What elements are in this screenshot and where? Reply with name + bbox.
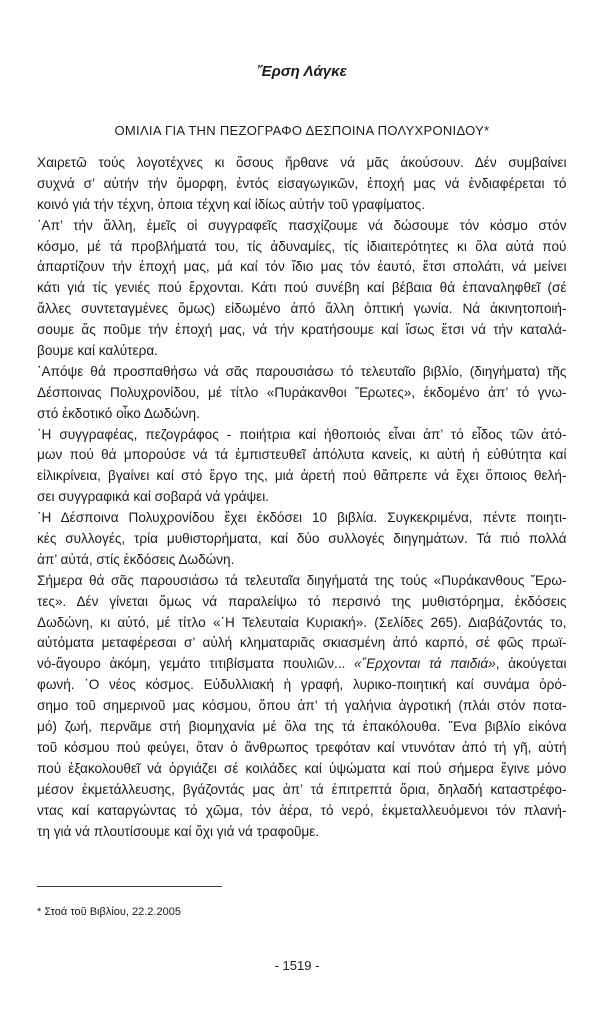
body-line (37, 717, 567, 738)
line-text: αὐτόματα μεταφέρεσαι σ’ αὐλή κληματαριᾶς σκιασμένη ἀπό καρπό, σέ φῶς πρωϊ- (37, 635, 567, 651)
line-text: Δωδώνη, κι αὐτό, μέ τίτλο «῾Η Τελευταία Κυριακή». (Σελίδες 265). Διαβάζοντάς το, (37, 614, 567, 630)
page-number: - 1519 - (274, 958, 320, 973)
line-text: Δέσποινας Πολυχρονίδου, μέ τίτλο «Πυράκανθοι Ἔρωτες», ἐκδομένο ἀπ’ τό γνω- (37, 384, 567, 400)
article-title: ΟΜΙΛΙΑ ΓΙΑ ΤΗΝ ΠΕΖΟΓΡΑΦΟ ΔΕΣΠΟΙΝΑ ΠΟΛΥΧΡΟΝΙΔΟΥ* (114, 123, 490, 138)
footnote: * Στοά τοῦ Βιβλίου, 22.2.2005 (37, 906, 181, 918)
body-line (37, 237, 567, 258)
body-line (37, 550, 567, 571)
line-text: Χαιρετῶ τούς λογοτέχνες κι ὅσους ἤρθανε νά μᾶς ἀκούσουν. Δέν συμβαίνει (37, 155, 567, 170)
line-segment: νό-ἄγουρο ἀκόμη, γεμάτο τιτιβίσματα πουλιῶν... (37, 656, 355, 672)
line-text: κοινό γιά τήν τέχνη, ὁποια τέχνη καί ἰδίως αὐτήν τοῦ γραφίματος. (37, 196, 425, 212)
line-text: κόσμο, μέ τά προβλήματά του, τίς ἀδυναμίες, τίς ἰδιαιτερότητες κι ὅλα αὐτά πού (37, 238, 567, 254)
body-line (37, 822, 567, 843)
line-text: ἀπαρτίζουν τήν ἐποχή μας, μά καί τόν ἴδιο μας τόν ἑαυτό, ἔτσι σπολάτι, νά μείνει (37, 259, 567, 275)
author-name: Ἔρση Λάγκε (257, 63, 347, 80)
body-line (37, 571, 567, 592)
line-text: σουμε ἄς ποῦμε τήν ἐποχή μας, νά τήν κρατήσουμε καί ἴσως ἔτσι νά τήν καταλά- (37, 322, 567, 338)
body-line (37, 216, 567, 237)
body-line (37, 675, 567, 696)
line-text: ντας καί καταργώντας τό χῶμα, τόν ἀέρα, τό νερό, ἐκμεταλλευόμενοι τόν πλανή- (37, 802, 567, 818)
footnote-separator (37, 886, 222, 887)
body-line (37, 320, 567, 341)
paragraph (37, 153, 567, 216)
body-line (37, 654, 567, 675)
line-text (37, 654, 567, 675)
line-text: βουμε καί καλύτερα. (37, 343, 158, 359)
body-line (37, 738, 567, 759)
line-text: τες». Δέν γίνεται ὅμως νά παραλείψω τό περσινό της μυθιστόρημα, ἐκδόσεις (37, 593, 567, 609)
line-text: μέσον ἐκμετάλλευσης, βγάζοντάς μας ἀπ’ τά ἐπιτρεπτά ὅρια, δηλαδή καταστρέφο- (37, 781, 567, 797)
body-line (37, 278, 567, 299)
line-text: εἰλικρίνεια, βγαίνει καί στό ἔργο της, μιά ἀρετή πού θἄπρεπε νά ἔχει ὅποιος θελή- (37, 468, 567, 484)
body-line (37, 508, 567, 529)
body-line (37, 487, 567, 508)
line-text: τη γιά νά πλουτίσουμε καί ὄχι γιά νά τραφοῦμε. (37, 823, 320, 839)
line-segment: , ἀκούγεται (495, 656, 567, 672)
line-text: σημο τοῦ σημερινοῦ μας κόσμου, ὅπου ἀπ’ τή γαλήνια ἀγροτική (πλάι στόν ποτα- (37, 698, 567, 714)
body-line (37, 341, 567, 362)
body-line (37, 425, 567, 446)
body-line (37, 362, 567, 383)
line-text: ἄλλες συντεταγμένες ὅμως) εἰδωμένο ἀπό ἄλλη ὀπτική γωνία. Νά ἀκινητοποιή- (37, 301, 567, 317)
paragraph (37, 425, 567, 509)
body-line (37, 299, 567, 320)
line-text: κάτι γιά τίς γενιές πού ἔρχονται. Κάτι πού συνέβη καί βέβαια θά ἐπαναληφθεῖ (σέ (37, 280, 567, 296)
line-text: ἀπ’ αὐτά, στίς ἐκδόσεις Δωδώνη. (37, 551, 235, 567)
body-line (37, 780, 567, 801)
line-text: φωνή. ῾Ο νέος κόσμος. Εὐδυλλιακή ἡ γραφή, λυρικο-ποιητική καί συνάμα ὀρό- (37, 677, 567, 693)
line-text: συχνά σ’ αὐτήν τήν ὄμορφη, ἐντός εἰσαγωγικῶν, ἐποχή μας νά ἐνδιαφέρεται τό (37, 175, 567, 191)
line-text: μό) ζωή, περνᾶμε στή βιομηχανία μέ ὅλα της τά ἐπακόλουθα. ῞Ενα βιβλίο εἰκόνα (37, 719, 567, 735)
line-text: κές συλλογές, τρία μυθιστορήματα, καί δύο συλλογές διηγημάτων. Τά πιό πολλά (37, 531, 567, 547)
line-text: Σήμερα θά σᾶς παρουσιάσω τά τελευταῖα διηγήματά της τούς «Πυράκανθους Ἔρω- (37, 572, 567, 588)
line-text: ᾿Απόψε θά προσπαθήσω νά σᾶς παρουσιάσω τό τελευταῖο βιβλίο, (διηγήματα) τῆς (37, 363, 567, 379)
quoted-phrase: «῎Ερχονται τά παιδιά» (354, 656, 496, 672)
body-line (37, 592, 567, 613)
body-line (37, 759, 567, 780)
line-text: ᾿Απ’ τήν ἄλλη, ἐμεῖς οἱ συγγραφεῖς πασχίζουμε νά δώσουμε τόν κόσμο στόν (37, 217, 567, 233)
body-line (37, 801, 567, 822)
body-line (37, 174, 567, 195)
line-text: πού ἐξακολουθεῖ νά ὀργιάζει σέ κοιλάδες καί ὑψώματα καί πού σήμερα ἔγινε μόνο (37, 760, 567, 776)
body-line (37, 529, 567, 550)
paragraph (37, 362, 567, 425)
line-text: στό ἐκδοτικό οἶκο Δωδώνη. (37, 405, 200, 421)
line-text: σει συγγραφικά καί σοβαρά νά γράψει. (37, 489, 270, 505)
line-text: ῾Η συγγραφέας, πεζογράφος - ποιήτρια καί ἠθοποιός εἶναι ἀπ’ τό εἶδος τῶν ἀτό- (37, 426, 567, 442)
body-line (37, 613, 567, 634)
article-body (37, 153, 567, 842)
body-line (37, 153, 567, 174)
body-line (37, 257, 567, 278)
line-text: ῾Η Δέσποινα Πολυχρονίδου ἔχει ἐκδόσει 10 βιβλία. Συγκεκριμένα, πέντε ποιητι- (37, 510, 567, 526)
body-line (37, 696, 567, 717)
paragraph (37, 571, 567, 843)
body-line (37, 466, 567, 487)
line-text: τοῦ κόσμου πού φεύγει, ὅταν ὁ ἄνθρωπος τρεφόταν καί ντυνόταν ἀπό τή γῆ, αὐτή (37, 739, 567, 755)
body-line (37, 383, 567, 404)
body-line (37, 404, 567, 425)
paragraph (37, 508, 567, 571)
body-line (37, 633, 567, 654)
line-text: μων πού θά μπορούσε νά τά ἐμπιστευθεῖ ἀπόλυτα κανείς, κι αὐτή ἡ εὐθύτητα καί (37, 447, 567, 463)
body-line (37, 195, 567, 216)
paragraph (37, 216, 567, 362)
body-line (37, 445, 567, 466)
